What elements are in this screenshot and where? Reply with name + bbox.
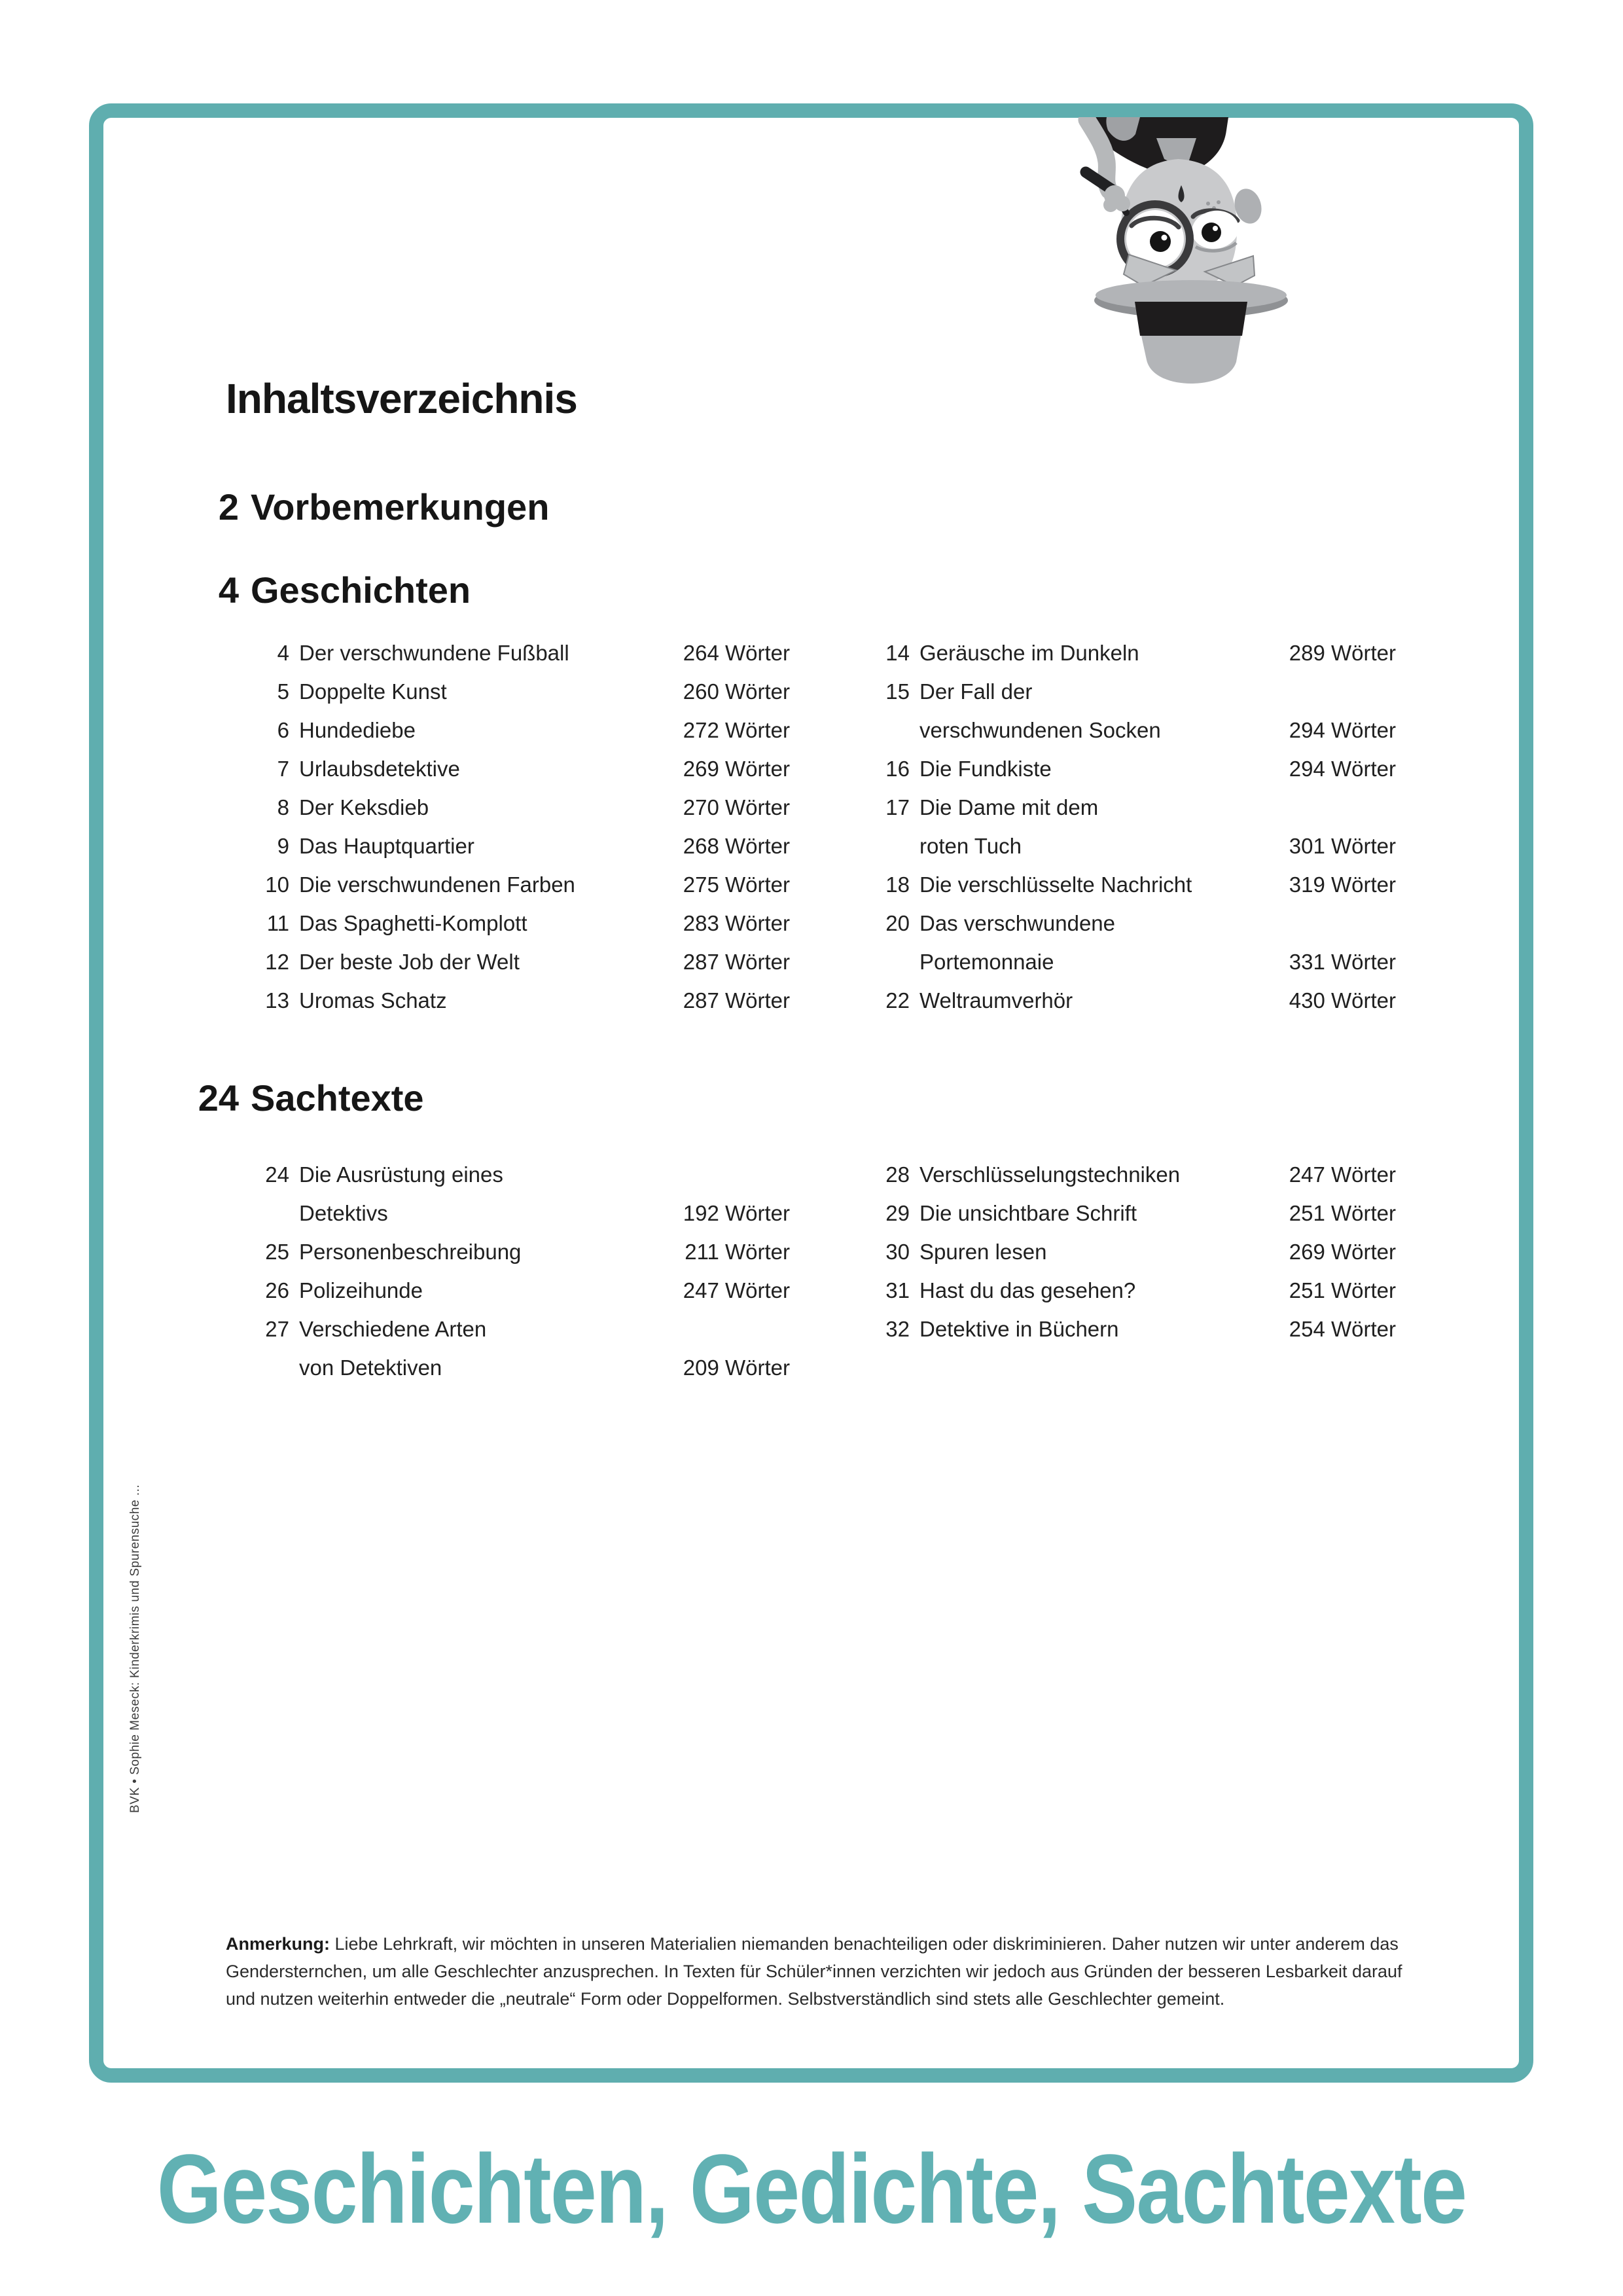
entry-page-number: 9 bbox=[277, 834, 289, 858]
entry-word-count: 272 Wörter bbox=[683, 718, 790, 742]
entry-page-number: 14 bbox=[885, 641, 910, 665]
toc-column-sachtexte-right bbox=[869, 1155, 1396, 1348]
toc-entry-row bbox=[249, 711, 790, 749]
entry-title: Personenbeschreibung bbox=[299, 1240, 522, 1264]
entry-page-number: 5 bbox=[277, 679, 289, 704]
entry-word-count: 283 Wörter bbox=[683, 911, 790, 935]
section-heading-sachtexte bbox=[183, 1079, 424, 1118]
toc-entry-row bbox=[869, 865, 1396, 904]
entry-title: Hast du das gesehen? bbox=[919, 1278, 1136, 1302]
entry-title: Die verschwundenen Farben bbox=[299, 872, 575, 897]
entry-title: Polizeihunde bbox=[299, 1278, 423, 1302]
entry-title: Die Dame mit dem bbox=[919, 795, 1099, 819]
entry-word-count: 251 Wörter bbox=[1289, 1278, 1396, 1302]
entry-word-count: 192 Wörter bbox=[683, 1201, 790, 1225]
toc-entry-row bbox=[869, 981, 1396, 1020]
toc-entry-row bbox=[869, 1194, 1396, 1232]
toc-entry-row bbox=[869, 1232, 1396, 1271]
toc-entry-row bbox=[249, 788, 790, 827]
entry-title: Der beste Job der Welt bbox=[299, 950, 520, 974]
detective-hat-crown bbox=[1141, 336, 1241, 384]
entry-word-count bbox=[1268, 672, 1396, 711]
toc-entry-row bbox=[249, 672, 790, 711]
entry-title: von Detektiven bbox=[299, 1355, 442, 1380]
entry-word-count bbox=[662, 1310, 790, 1348]
toc-entry-row bbox=[249, 827, 790, 865]
entry-title: Doppelte Kunst bbox=[299, 679, 447, 704]
entry-page-number: 8 bbox=[277, 795, 289, 819]
section-title: Geschichten bbox=[251, 569, 471, 611]
entry-page-number: 18 bbox=[885, 872, 910, 897]
toc-entry-row bbox=[249, 1310, 790, 1348]
entry-word-count bbox=[1268, 904, 1396, 942]
note-text: Liebe Lehrkraft, wir möchten in unseren Materialien niemanden benachteiligen oder diskriminieren. Daher nutzen wir unter anderem das Gendersternchen, um alle Geschlechter anzusprechen. In Texten für Schüler*innen verzichten wir jedoch aus Gründen der besseren Lesbarkeit darauf und nutzen weiterhin entweder die „neutrale“ Form oder Doppelformen. Selbstverständlich sind stets alle Geschlechter gemeint. bbox=[226, 1934, 1402, 2009]
section-title: Vorbemerkungen bbox=[251, 486, 550, 528]
section-heading-vorbemerkungen bbox=[183, 488, 549, 527]
gender-note bbox=[226, 1930, 1404, 2013]
entry-word-count: 275 Wörter bbox=[683, 872, 790, 897]
toc-entry-row bbox=[869, 1155, 1396, 1194]
entry-title: Detektive in Büchern bbox=[919, 1317, 1119, 1341]
toc-column-geschichten-left bbox=[249, 634, 790, 1020]
entry-page-number: 20 bbox=[885, 911, 910, 935]
entry-title: Der Fall der bbox=[919, 679, 1033, 704]
entry-title: Das Hauptquartier bbox=[299, 834, 474, 858]
toc-entry-row bbox=[869, 788, 1396, 827]
entry-word-count: 270 Wörter bbox=[683, 795, 790, 819]
entry-word-count: 294 Wörter bbox=[1289, 718, 1396, 742]
toc-entry-row bbox=[249, 981, 790, 1020]
entry-page-number bbox=[249, 1194, 289, 1232]
toc-entry-row bbox=[249, 1194, 790, 1232]
toc-entry-row bbox=[869, 1271, 1396, 1310]
entry-word-count: 251 Wörter bbox=[1289, 1201, 1396, 1225]
toc-entry-row bbox=[249, 1271, 790, 1310]
page-title: Inhaltsverzeichnis bbox=[226, 375, 577, 422]
entry-word-count: 269 Wörter bbox=[683, 757, 790, 781]
entry-word-count: 331 Wörter bbox=[1289, 950, 1396, 974]
entry-page-number: 12 bbox=[265, 950, 289, 974]
entry-page-number: 17 bbox=[885, 795, 910, 819]
entry-title: Verschlüsselungstechniken bbox=[919, 1162, 1181, 1187]
entry-title: Das verschwundene bbox=[919, 911, 1115, 935]
entry-page-number: 30 bbox=[885, 1240, 910, 1264]
entry-word-count: 247 Wörter bbox=[1289, 1162, 1396, 1187]
entry-title: Uromas Schatz bbox=[299, 988, 447, 1013]
entry-page-number: 4 bbox=[277, 641, 289, 665]
entry-page-number: 11 bbox=[266, 911, 289, 935]
section-page-number: 2 bbox=[218, 486, 239, 528]
detective-hat-band bbox=[1135, 302, 1247, 336]
entry-title: Detektivs bbox=[299, 1201, 388, 1225]
toc-column-geschichten-right bbox=[869, 634, 1396, 1020]
entry-word-count: 289 Wörter bbox=[1289, 641, 1396, 665]
entry-title: Verschiedene Arten bbox=[299, 1317, 487, 1341]
entry-title: Geräusche im Dunkeln bbox=[919, 641, 1139, 665]
toc-entry-row bbox=[249, 634, 790, 672]
toc-column-sachtexte-left bbox=[249, 1155, 790, 1387]
toc-entry-row bbox=[869, 1310, 1396, 1348]
entry-word-count: 430 Wörter bbox=[1289, 988, 1396, 1013]
entry-title: Der Keksdieb bbox=[299, 795, 429, 819]
entry-title: Portemonnaie bbox=[919, 950, 1054, 974]
entry-page-number: 24 bbox=[265, 1162, 289, 1187]
entry-word-count: 260 Wörter bbox=[683, 679, 790, 704]
entry-word-count bbox=[662, 1155, 790, 1194]
entry-title: Spuren lesen bbox=[919, 1240, 1047, 1264]
section-heading-geschichten bbox=[183, 571, 471, 610]
entry-title: Die Fundkiste bbox=[919, 757, 1052, 781]
toc-entry-row bbox=[249, 1348, 790, 1387]
sidebar-imprint: BVK • Sophie Meseck: Kinderkrimis und Spurensuche ... bbox=[128, 1484, 142, 1813]
entry-page-number: 6 bbox=[277, 718, 289, 742]
entry-page-number: 22 bbox=[885, 988, 910, 1013]
toc-entry-row bbox=[869, 942, 1396, 981]
entry-page-number: 15 bbox=[885, 679, 910, 704]
note-label: Anmerkung: bbox=[226, 1934, 330, 1954]
section-title: Sachtexte bbox=[251, 1077, 424, 1119]
entry-page-number: 29 bbox=[885, 1201, 910, 1225]
entry-page-number bbox=[869, 711, 910, 749]
entry-word-count bbox=[1268, 788, 1396, 827]
entry-title: Urlaubsdetektive bbox=[299, 757, 460, 781]
entry-word-count: 319 Wörter bbox=[1289, 872, 1396, 897]
toc-entry-row bbox=[249, 865, 790, 904]
entry-title: Die unsichtbare Schrift bbox=[919, 1201, 1137, 1225]
entry-page-number: 10 bbox=[265, 872, 289, 897]
entry-title: Der verschwundene Fußball bbox=[299, 641, 569, 665]
entry-page-number bbox=[249, 1348, 289, 1387]
entry-page-number: 25 bbox=[265, 1240, 289, 1264]
detective-illustration bbox=[1077, 117, 1309, 389]
entry-word-count: 269 Wörter bbox=[1289, 1240, 1396, 1264]
entry-word-count: 209 Wörter bbox=[683, 1355, 790, 1380]
entry-title: verschwundenen Socken bbox=[919, 718, 1161, 742]
entry-page-number: 32 bbox=[885, 1317, 910, 1341]
entry-page-number bbox=[869, 827, 910, 865]
section-page-number: 4 bbox=[218, 569, 239, 611]
entry-page-number: 13 bbox=[265, 988, 289, 1013]
entry-word-count: 211 Wörter bbox=[685, 1240, 790, 1264]
entry-title: Hundediebe bbox=[299, 718, 416, 742]
toc-entry-row bbox=[249, 1232, 790, 1271]
toc-entry-row bbox=[869, 634, 1396, 672]
entry-word-count: 264 Wörter bbox=[683, 641, 790, 665]
section-page-number: 24 bbox=[198, 1077, 239, 1119]
entry-title: Weltraumverhör bbox=[919, 988, 1073, 1013]
entry-page-number: 28 bbox=[885, 1162, 910, 1187]
entry-title: roten Tuch bbox=[919, 834, 1022, 858]
entry-page-number: 26 bbox=[265, 1278, 289, 1302]
toc-entry-row bbox=[869, 827, 1396, 865]
entry-word-count: 294 Wörter bbox=[1289, 757, 1396, 781]
entry-title: Das Spaghetti-Komplott bbox=[299, 911, 527, 935]
entry-page-number: 7 bbox=[277, 757, 289, 781]
entry-word-count: 268 Wörter bbox=[683, 834, 790, 858]
entry-word-count: 287 Wörter bbox=[683, 988, 790, 1013]
toc-entry-row bbox=[869, 904, 1396, 942]
toc-entry-row bbox=[249, 942, 790, 981]
entry-word-count: 287 Wörter bbox=[683, 950, 790, 974]
entry-title: Die Ausrüstung eines bbox=[299, 1162, 503, 1187]
entry-word-count: 254 Wörter bbox=[1289, 1317, 1396, 1341]
toc-entry-row bbox=[249, 1155, 790, 1194]
entry-word-count: 247 Wörter bbox=[683, 1278, 790, 1302]
entry-title: Die verschlüsselte Nachricht bbox=[919, 872, 1192, 897]
entry-page-number: 16 bbox=[885, 757, 910, 781]
entry-page-number: 27 bbox=[265, 1317, 289, 1341]
entry-word-count: 301 Wörter bbox=[1289, 834, 1396, 858]
entry-page-number bbox=[869, 942, 910, 981]
entry-page-number: 31 bbox=[885, 1278, 910, 1302]
toc-entry-row bbox=[249, 904, 790, 942]
toc-entry-row bbox=[869, 672, 1396, 711]
footer-headline: Geschichten, Gedichte, Sachtexte bbox=[156, 2134, 1467, 2244]
toc-entry-row bbox=[249, 749, 790, 788]
toc-entry-row bbox=[869, 749, 1396, 788]
toc-entry-row bbox=[869, 711, 1396, 749]
